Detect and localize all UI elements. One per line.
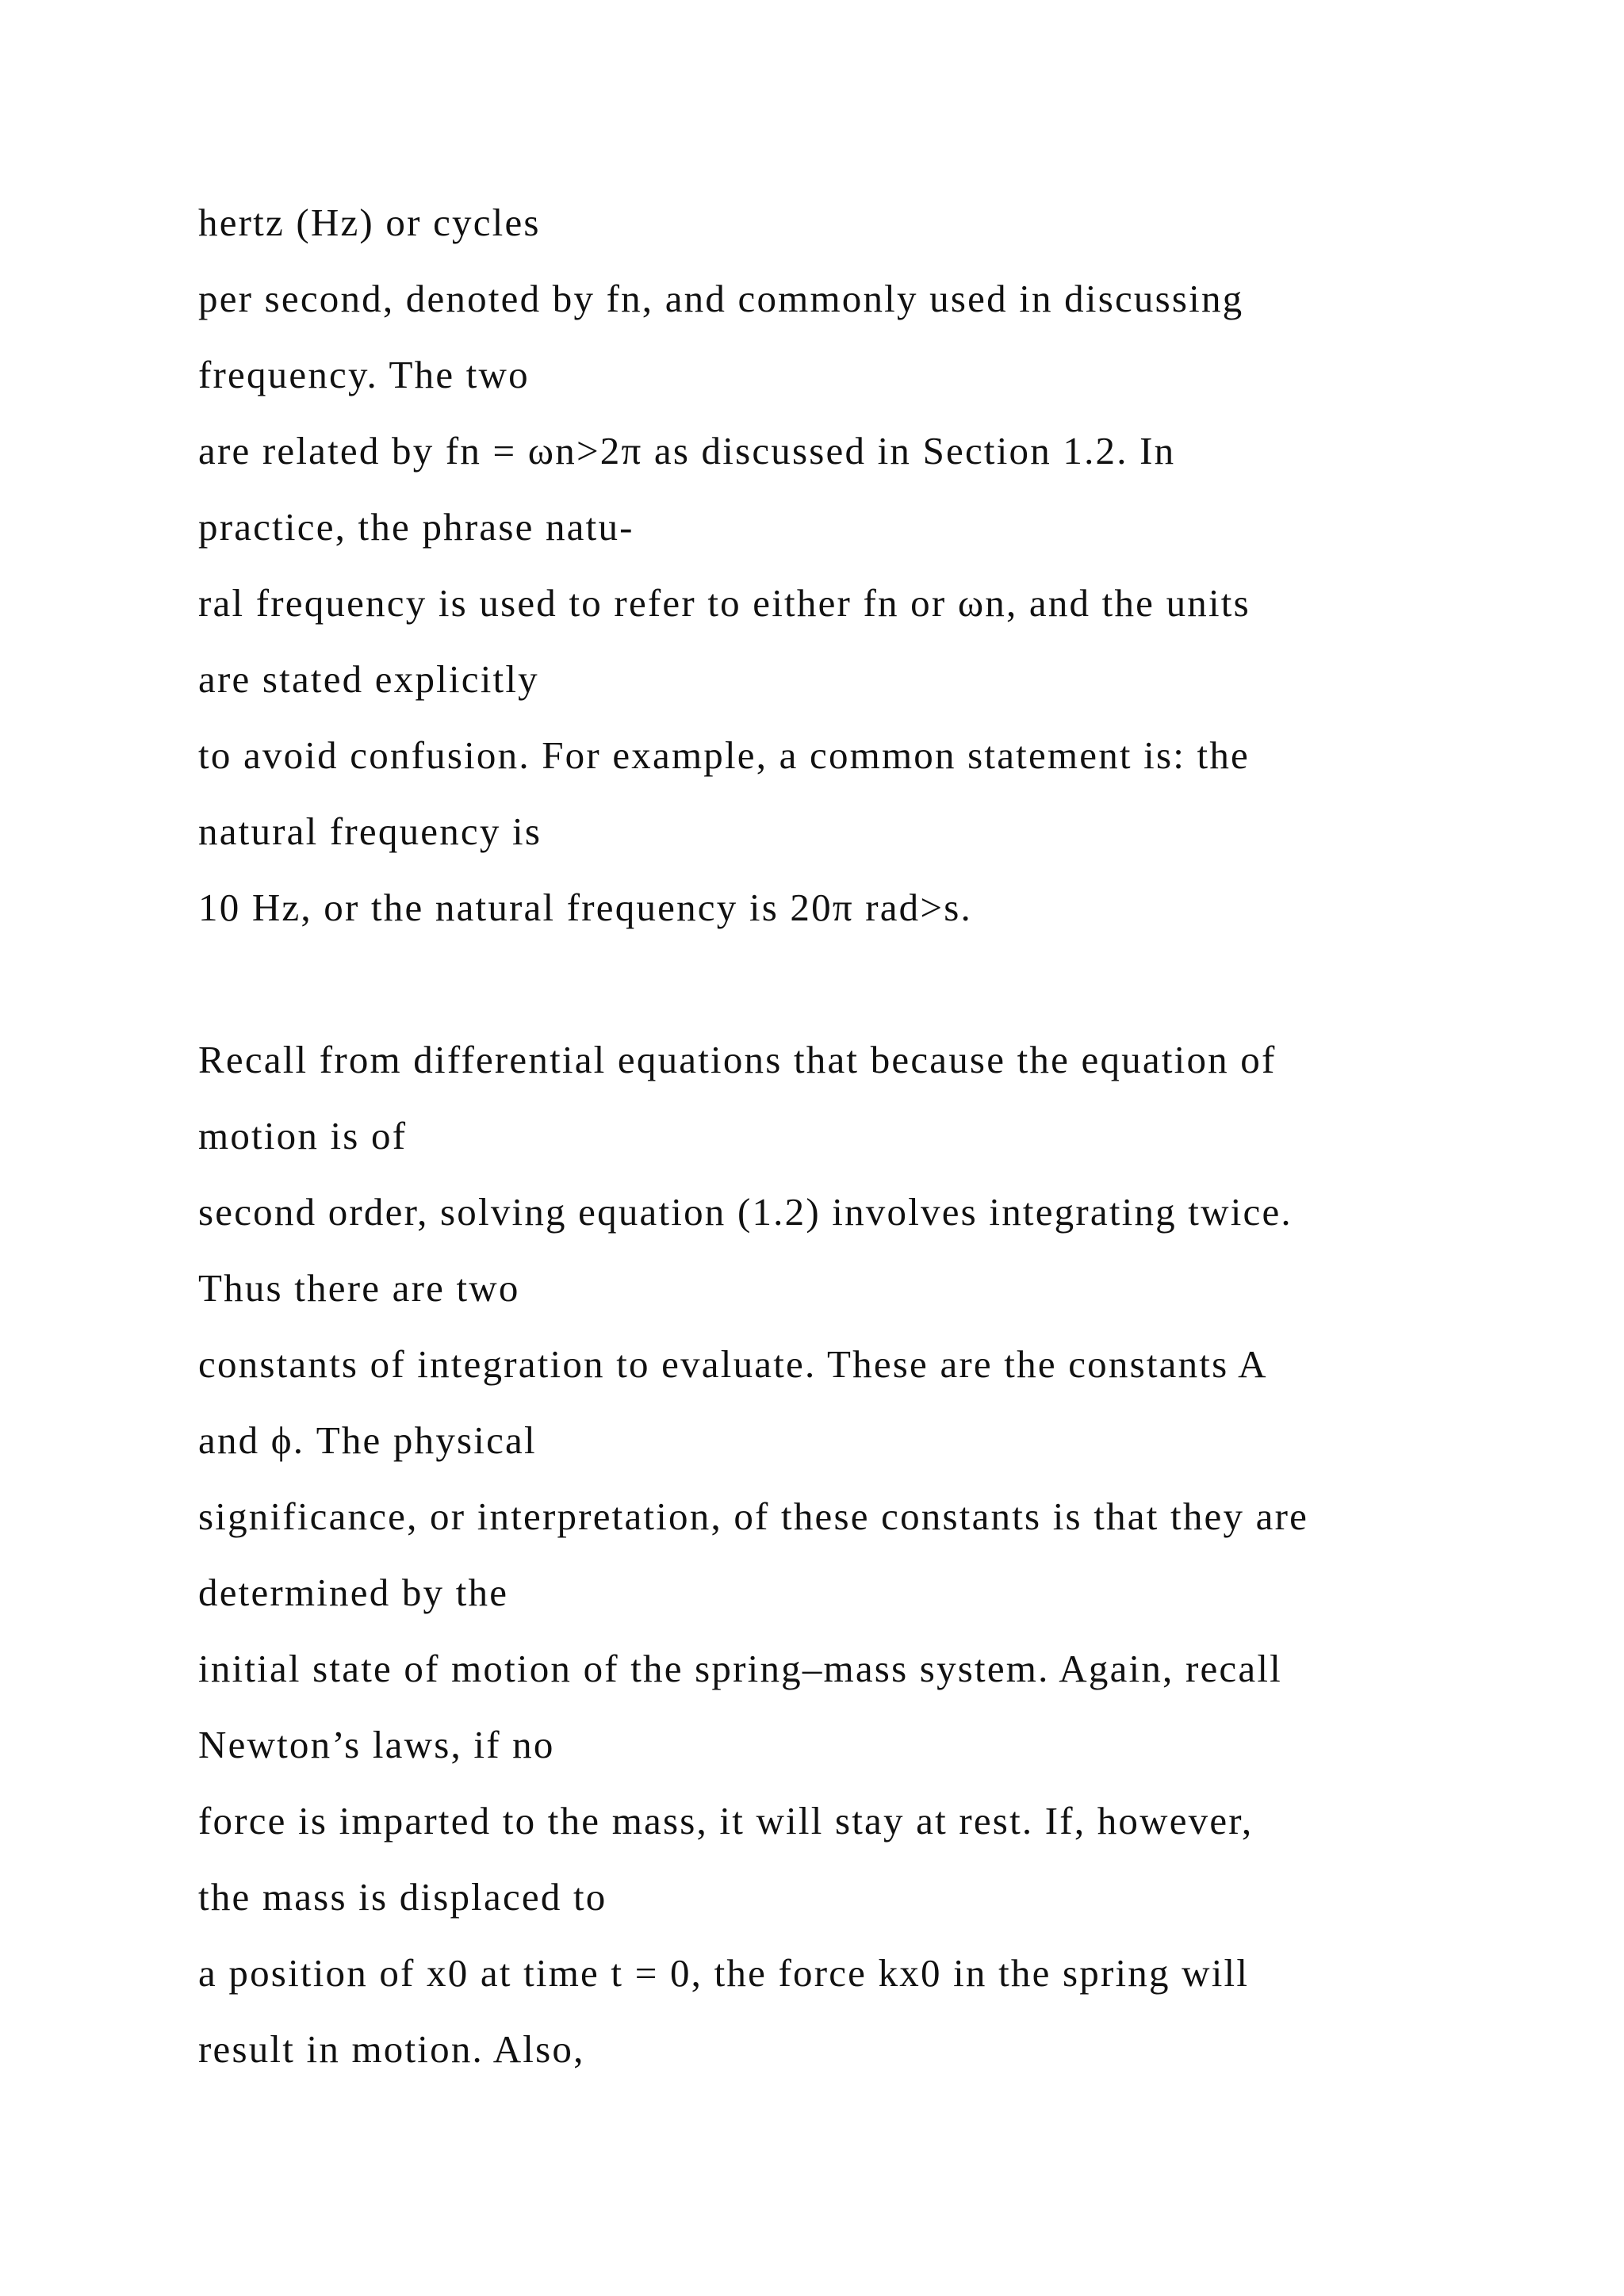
paragraph-natural-frequency (198, 185, 1562, 946)
text-line: frequency. The two (198, 353, 530, 396)
text-line: Recall from differential equations that because the equation of (198, 1038, 1277, 1081)
text-line: are related by fn = ωn>2π as discussed in Section 1.2. In (198, 429, 1176, 473)
text-line: motion is of (198, 1114, 408, 1158)
text-line: Newton’s laws, if no (198, 1723, 555, 1766)
text-line: ral frequency is used to refer to either fn or ωn, and the units (198, 581, 1251, 625)
text-line: natural frequency is (198, 809, 542, 853)
text-line: hertz (Hz) or cycles (198, 201, 541, 244)
text-line: second order, solving equation (1.2) involves integrating twice. (198, 1190, 1293, 1234)
text-line: and ϕ. The physical (198, 1418, 537, 1462)
text-line: a position of x0 at time t = 0, the force kx0 in the spring will (198, 1951, 1250, 1995)
text-line: force is imparted to the mass, it will stay at rest. If, however, (198, 1799, 1254, 1843)
text-line: Thus there are two (198, 1266, 520, 1310)
paragraph-integration-constants (198, 1022, 1562, 2087)
text-line: initial state of motion of the spring–mass system. Again, recall (198, 1647, 1282, 1690)
text-line: per second, denoted by fn, and commonly used in discussing (198, 277, 1244, 320)
text-line: determined by the (198, 1571, 509, 1614)
text-line: constants of integration to evaluate. These are the constants A (198, 1342, 1268, 1386)
text-line: to avoid confusion. For example, a common statement is: the (198, 733, 1250, 777)
text-line: the mass is displaced to (198, 1875, 607, 1919)
text-line: are stated explicitly (198, 657, 539, 701)
text-line: 10 Hz, or the natural frequency is 20π rad>s. (198, 886, 972, 929)
text-line: practice, the phrase natu- (198, 505, 634, 549)
text-line: significance, or interpretation, of these constants is that they are (198, 1494, 1309, 1538)
text-line: result in motion. Also, (198, 2027, 585, 2071)
